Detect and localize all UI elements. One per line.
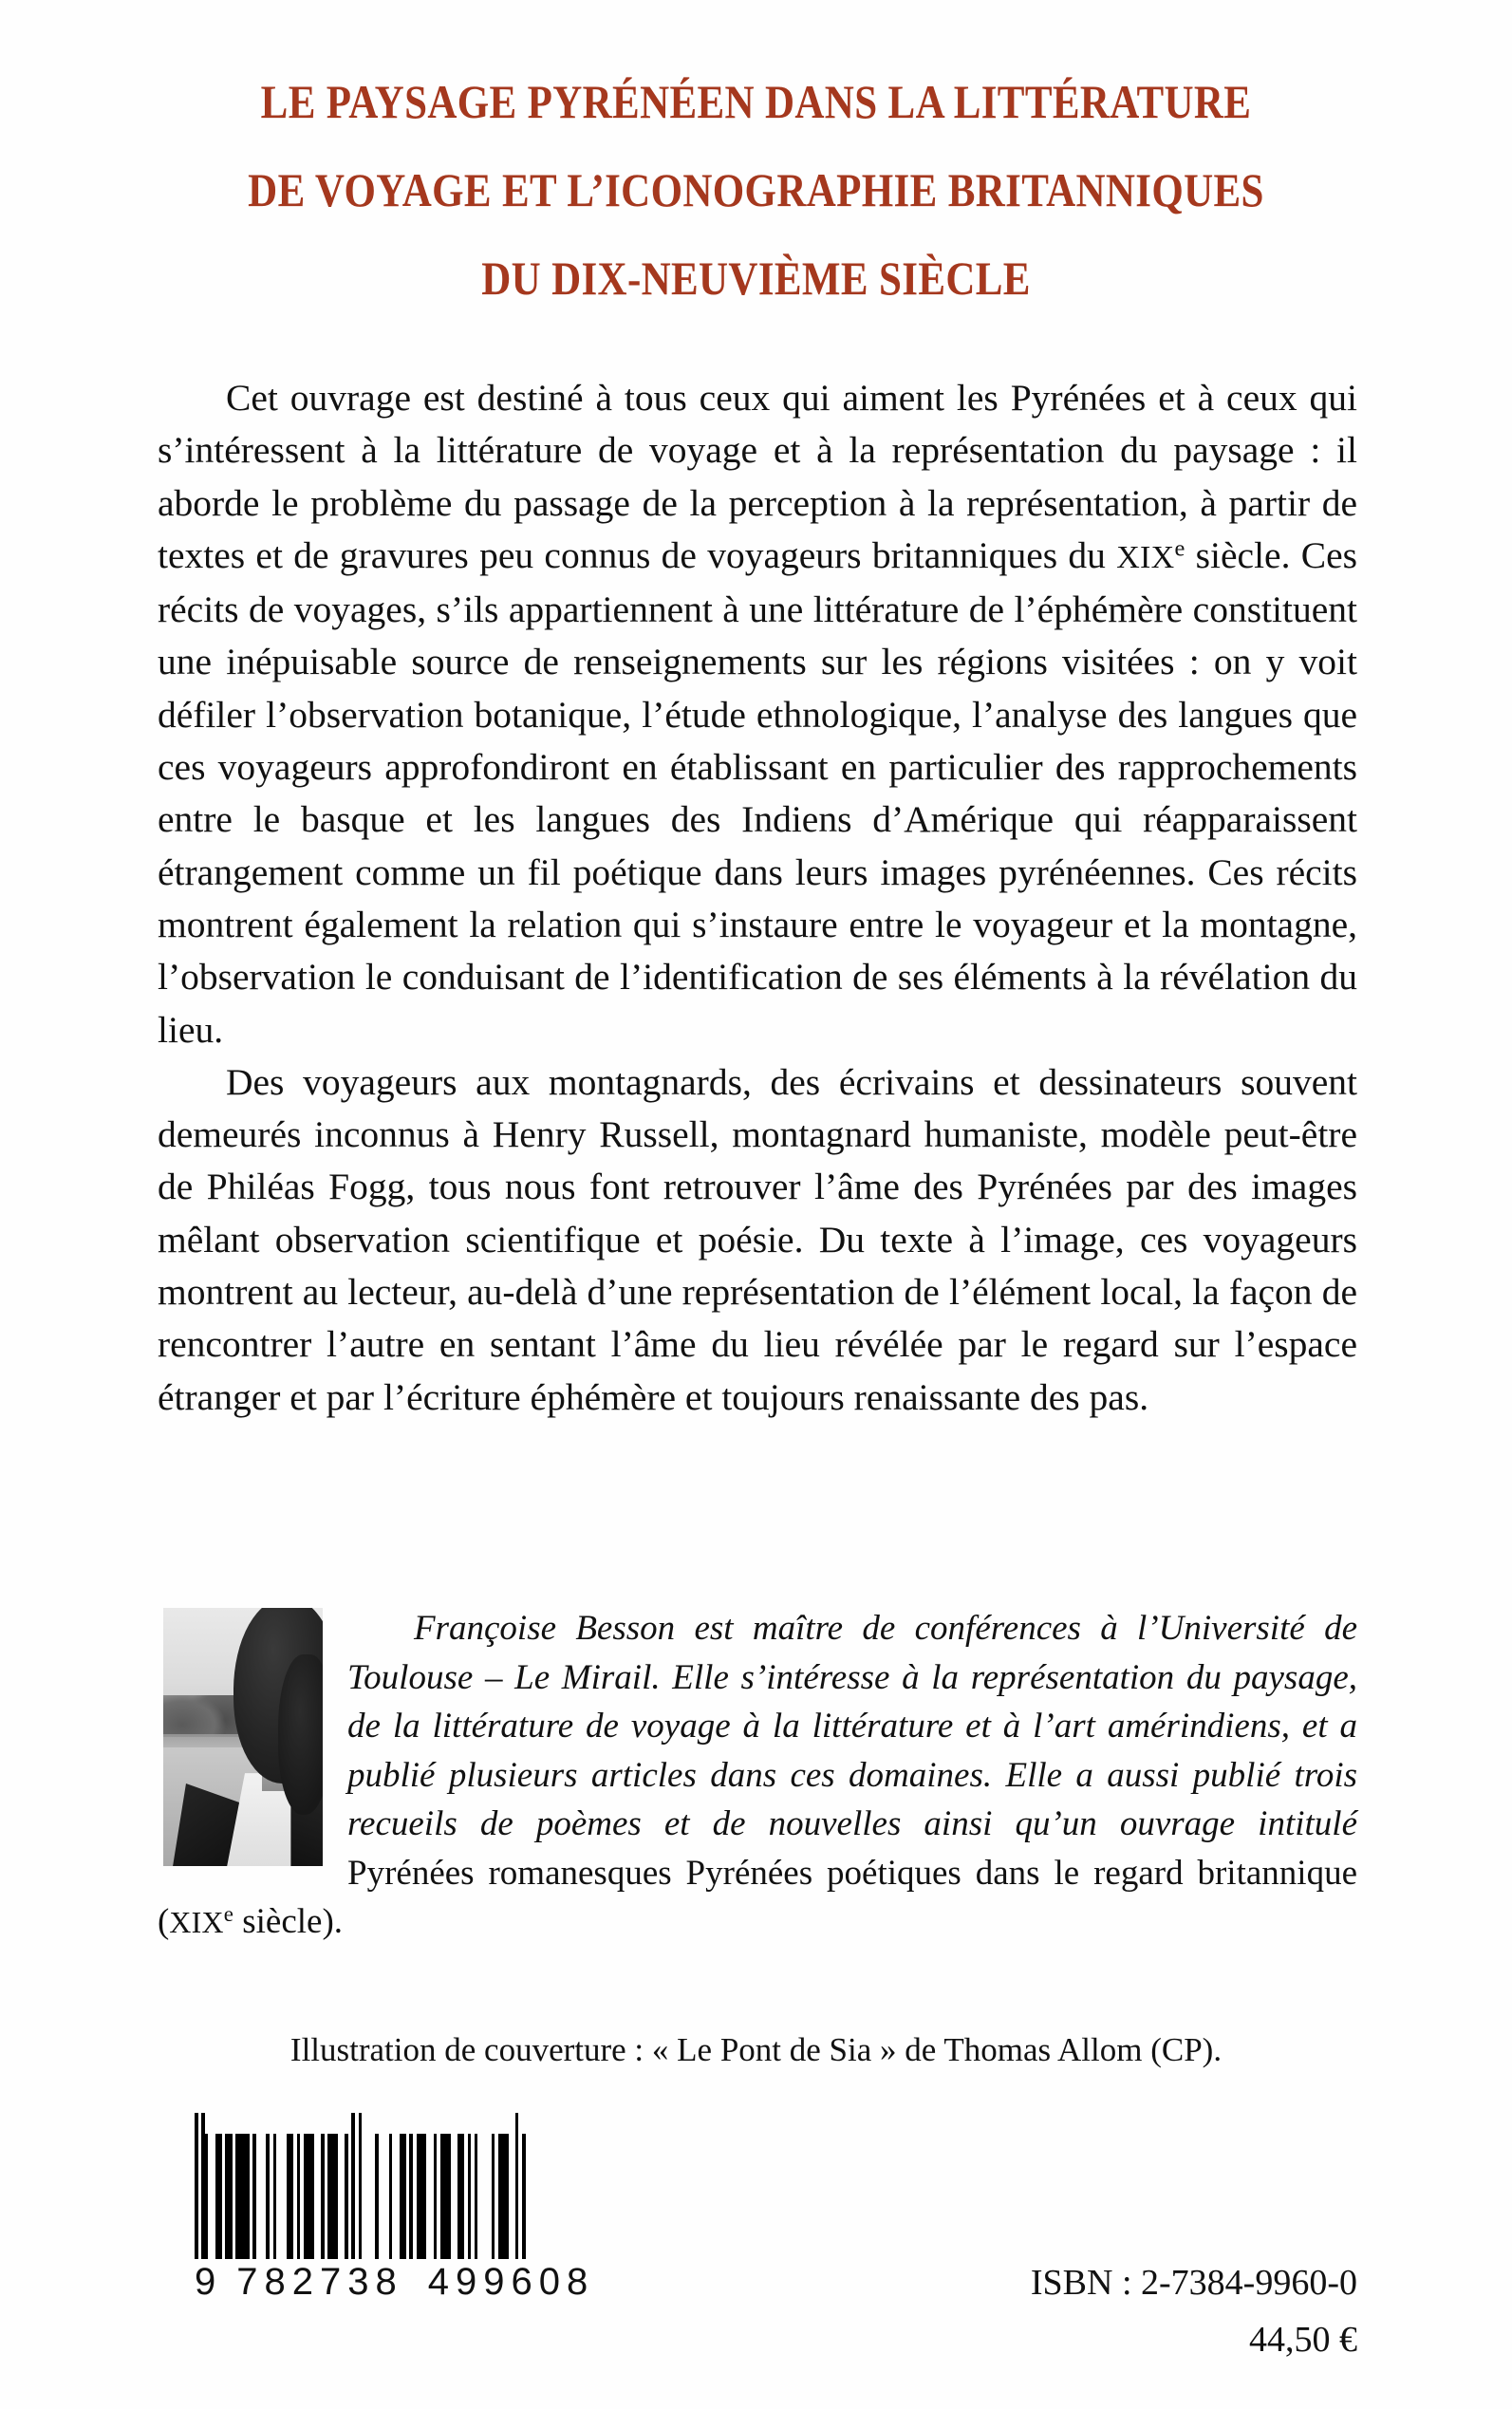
price-value: 44,50 € xyxy=(1249,2320,1357,2360)
author-bio-italic: Françoise Besson est maître de conférences à l’Université de Toulouse – Le Mirail. Elle s’intéresse à la représentation du paysage, de la littérature de voyage à la littérature et à l’art amérindiens, et a publié plusieurs articles dans ces domaines. Elle a aussi publié trois recueils de poèmes et de nouvelles ainsi qu’un ouvrage intitulé xyxy=(347,1609,1357,1843)
barcode-group-left: 782738 xyxy=(236,2261,403,2303)
barcode xyxy=(195,2134,593,2304)
barcode-group-right: 499608 xyxy=(427,2261,595,2303)
blurb-paragraph-2: Des voyageurs aux montagnards, des écrivains et dessinateurs souvent demeurés inconnus à Henry Russell, montagnard humaniste, modèle peut-être de Philéas Fogg, tous nous font retrouver l’âme des Pyrénées par des images mêlant observation scientifique et poésie. Du texte à l’image, ces voyageurs montrent au lecteur, au-delà d’une représentation de l’élément local, la façon de rencontrer l’autre en sentant l’âme du lieu révélée par le regard sur l’espace étranger et par l’écriture éphémère et toujours renaissante des pas. xyxy=(158,1060,1357,1418)
author-bio-section xyxy=(158,1604,1357,1948)
photo-hair-side xyxy=(278,1654,323,1815)
isbn-value: ISBN : 2-7384-9960-0 xyxy=(1030,2263,1357,2303)
blurb-p1-century: XIX xyxy=(1116,539,1175,575)
blurb-p1-part-b: siècle. Ces récits de voyages, s’ils appartiennent à une littérature de l’éphémère constituent une inépuisable source de renseignements sur les régions visitées : on y voit défiler l’observation botanique, l’étude ethnologique, l’analyse des langues que ces voyageurs approfondiront en établissant en particulier des rapprochements entre le basque et les langues des Indiens d’Amérique qui réapparaissent étrangement comme un fil poétique dans leurs images pyrénéennes. Ces récits montrent également la relation qui s’instaure entre le voyageur et la montagne, l’observation le conduisant de l’identification de ses éléments à la révélation du lieu. xyxy=(158,533,1357,1051)
blurb-paragraph-1 xyxy=(158,372,1357,1056)
cover-illustration-credit: Illustration de couverture : « Le Pont de Sia » de Thomas Allom (CP). xyxy=(289,2031,1223,2068)
blurb-p1-ordinal: e xyxy=(1174,535,1185,562)
author-photo xyxy=(163,1608,323,1866)
barcode-bars xyxy=(195,2134,593,2259)
author-bio-ordinal: e xyxy=(223,1902,233,1927)
blurb-p1-part-a: Cet ouvrage est destiné à tous ceux qui aiment les Pyrénées et à ceux qui s’intéressent à la littérature de voyage et à la représentation du paysage : il aborde le problème du passage de la perception à la représentation, à partir de textes et de gravures peu connus de voyageurs britanniques du xyxy=(158,377,1357,576)
author-bio-work-title: Pyrénées romanesques Pyrénées poétiques dans le regard britannique ( xyxy=(158,1853,1357,1941)
book-title xyxy=(95,75,1417,305)
author-bio-paragraph xyxy=(158,1604,1357,1948)
title-line-3: DU DIX-NEUVIÈME SIÈCLE xyxy=(481,252,1031,305)
publication-info xyxy=(1031,2254,1357,2368)
title-line-2: DE VOYAGE ET L’ICONOGRAPHIE BRITANNIQUES xyxy=(248,163,1264,216)
blurb-text xyxy=(158,372,1357,1424)
author-bio-end: siècle). xyxy=(233,1902,344,1941)
author-bio-century: XIX xyxy=(169,1906,224,1939)
barcode-lead-digit: 9 xyxy=(195,2261,218,2303)
barcode-digits xyxy=(195,2261,593,2304)
title-line-1: LE PAYSAGE PYRÉNÉEN DANS LA LITTÉRATURE xyxy=(260,75,1252,128)
